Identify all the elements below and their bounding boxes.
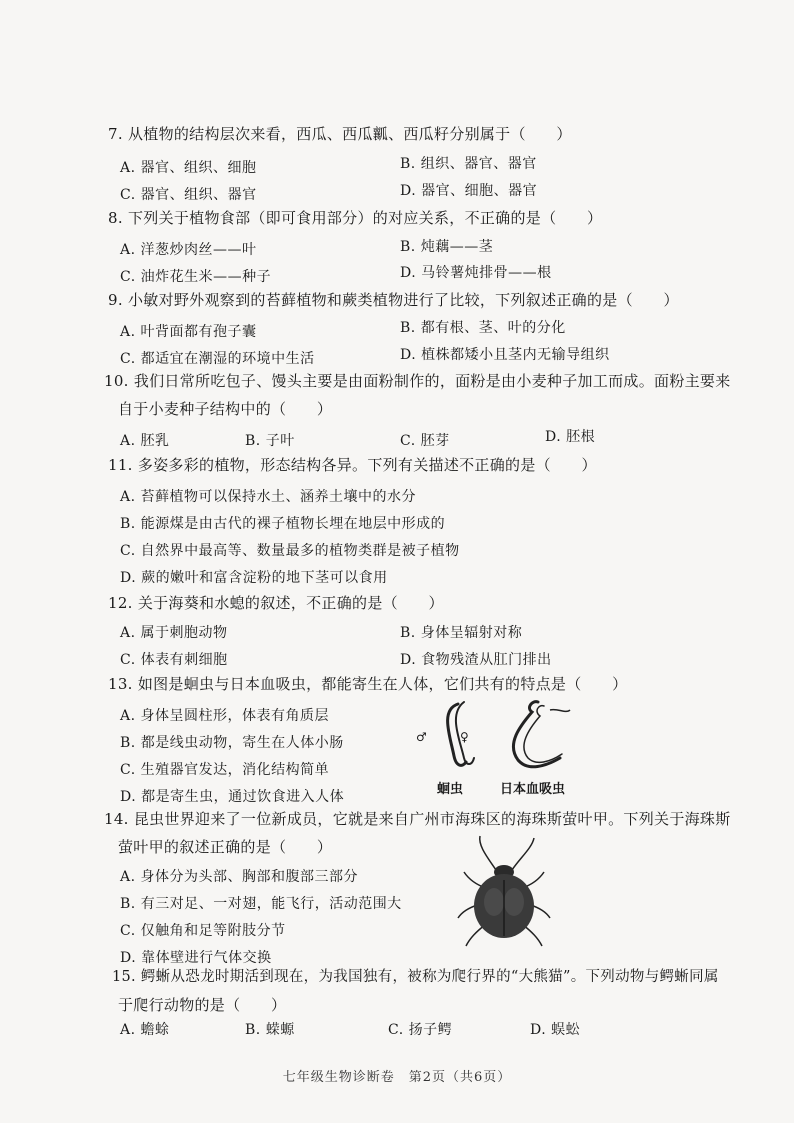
question-stem-line2: 自于小麦种子结构中的（ ） <box>118 400 333 418</box>
question-stem: 8. 下列关于植物食部（即可食用部分）的对应关系，不正确的是（ ） <box>108 209 603 227</box>
question-13 <box>108 670 708 698</box>
question-stem: 9. 小敏对野外观察到的苔藓植物和蕨类植物进行了比较，下列叙述正确的是（ ） <box>108 291 679 309</box>
worms-figure <box>410 696 590 776</box>
option-c: C. 生殖器官发达，消化结构简单 <box>120 762 330 778</box>
option-c: C. 仅触角和足等附肢分节 <box>120 923 286 939</box>
option-a: A. 洋葱炒肉丝——叶 <box>120 242 257 258</box>
option-d: D. 靠体壁进行气体交换 <box>120 950 272 966</box>
female-symbol: ♀ <box>460 730 469 744</box>
option-d: D. 胚根 <box>545 429 596 445</box>
option-d: D. 植株都矮小且茎内无输导组织 <box>400 347 610 363</box>
option-a: A. 苔藓植物可以保持水土、涵养土壤中的水分 <box>120 489 417 505</box>
schistosoma-label: 日本血吸虫 <box>500 782 566 797</box>
option-c: C. 体表有刺细胞 <box>120 652 228 668</box>
option-c: C. 器官、组织、器官 <box>120 187 257 203</box>
option-b: B. 子叶 <box>245 433 295 449</box>
option-b: B. 蝾螈 <box>245 1022 295 1038</box>
option-d: D. 都是寄生虫，通过饮食进入人体 <box>120 789 345 805</box>
page-footer: 七年级生物诊断卷 第2页（共6页） <box>282 1070 512 1085</box>
question-stem: 13. 如图是蛔虫与日本血吸虫，都能寄生在人体，它们共有的特点是（ ） <box>108 675 628 693</box>
option-a: A. 器官、组织、细胞 <box>120 160 257 176</box>
question-7 <box>108 120 708 148</box>
option-d: D. 蕨的嫩叶和富含淀粉的地下茎可以食用 <box>120 570 388 586</box>
question-8 <box>108 204 708 232</box>
question-stem: 11. 多姿多彩的植物，形态结构各异。下列有关描述不正确的是（ ） <box>108 456 597 474</box>
beetle-figure <box>450 832 560 950</box>
option-d: D. 马铃薯炖排骨——根 <box>400 265 552 281</box>
male-symbol: ♂ <box>416 730 427 744</box>
option-b: B. 炖藕——茎 <box>400 239 494 255</box>
option-d: D. 食物残渣从肛门排出 <box>400 652 552 668</box>
option-a: A. 蟾蜍 <box>120 1022 170 1038</box>
roundworm-label: 蛔虫 <box>437 782 464 797</box>
option-b: B. 能源煤是由古代的裸子植物长埋在地层中形成的 <box>120 516 446 532</box>
question-stem-line2: 于爬行动物的是（ ） <box>118 996 287 1014</box>
question-10 <box>104 367 731 423</box>
option-a: A. 属于刺胞动物 <box>120 625 228 641</box>
beetle-spot <box>504 888 524 916</box>
option-c: C. 扬子鳄 <box>388 1022 453 1038</box>
option-a: A. 叶背面都有孢子囊 <box>120 324 257 340</box>
question-stem: 7. 从植物的结构层次来看，西瓜、西瓜瓤、西瓜籽分别属于（ ） <box>108 125 572 143</box>
question-11 <box>108 451 708 479</box>
option-a: A. 身体呈圆柱形，体表有角质层 <box>120 708 330 724</box>
question-stem-line2: 萤叶甲的叙述正确的是（ ） <box>118 838 333 856</box>
question-12 <box>108 589 708 617</box>
beetle-antenna-left <box>480 836 496 870</box>
option-c: C. 都适宜在潮湿的环境中生活 <box>120 351 315 367</box>
schistosoma-tail-shape <box>550 710 570 712</box>
option-b: B. 身体呈辐射对称 <box>400 625 523 641</box>
question-15 <box>112 963 719 1019</box>
question-14 <box>104 805 731 861</box>
option-b: B. 组织、器官、器官 <box>400 156 537 172</box>
beetle-spot <box>484 888 504 916</box>
option-c: C. 胚芽 <box>400 433 450 449</box>
option-c: C. 油炸花生米——种子 <box>120 269 272 285</box>
option-d: D. 器官、细胞、器官 <box>400 183 538 199</box>
question-stem: 12. 关于海葵和水螅的叙述，不正确的是（ ） <box>108 594 444 612</box>
question-9 <box>108 286 708 314</box>
option-b: B. 都是线虫动物，寄生在人体小肠 <box>120 735 344 751</box>
option-a: A. 胚乳 <box>120 433 170 449</box>
option-d: D. 蜈蚣 <box>530 1022 581 1038</box>
beetle-antenna-right <box>512 838 534 870</box>
question-stem-line1: 14. 昆虫世界迎来了一位新成员，它就是来自广州市海珠区的海珠斯萤叶甲。下列关于海珠斯 <box>104 810 731 828</box>
option-b: B. 都有根、茎、叶的分化 <box>400 320 566 336</box>
question-stem-line1: 15. 鳄蜥从恐龙时期活到现在，为我国独有，被称为爬行界的“大熊猫”。下列动物与鳄蜥同属 <box>112 969 719 985</box>
question-stem-line1: 10. 我们日常所吃包子、馒头主要是由面粉制作的，面粉是由小麦种子加工而成。面粉主要来 <box>104 372 731 390</box>
option-c: C. 自然界中最高等、数量最多的植物类群是被子植物 <box>120 543 460 559</box>
option-b: B. 有三对足、一对翅，能飞行，活动范围大 <box>120 896 402 912</box>
option-a: A. 身体分为头部、胸部和腹部三部分 <box>120 869 359 885</box>
